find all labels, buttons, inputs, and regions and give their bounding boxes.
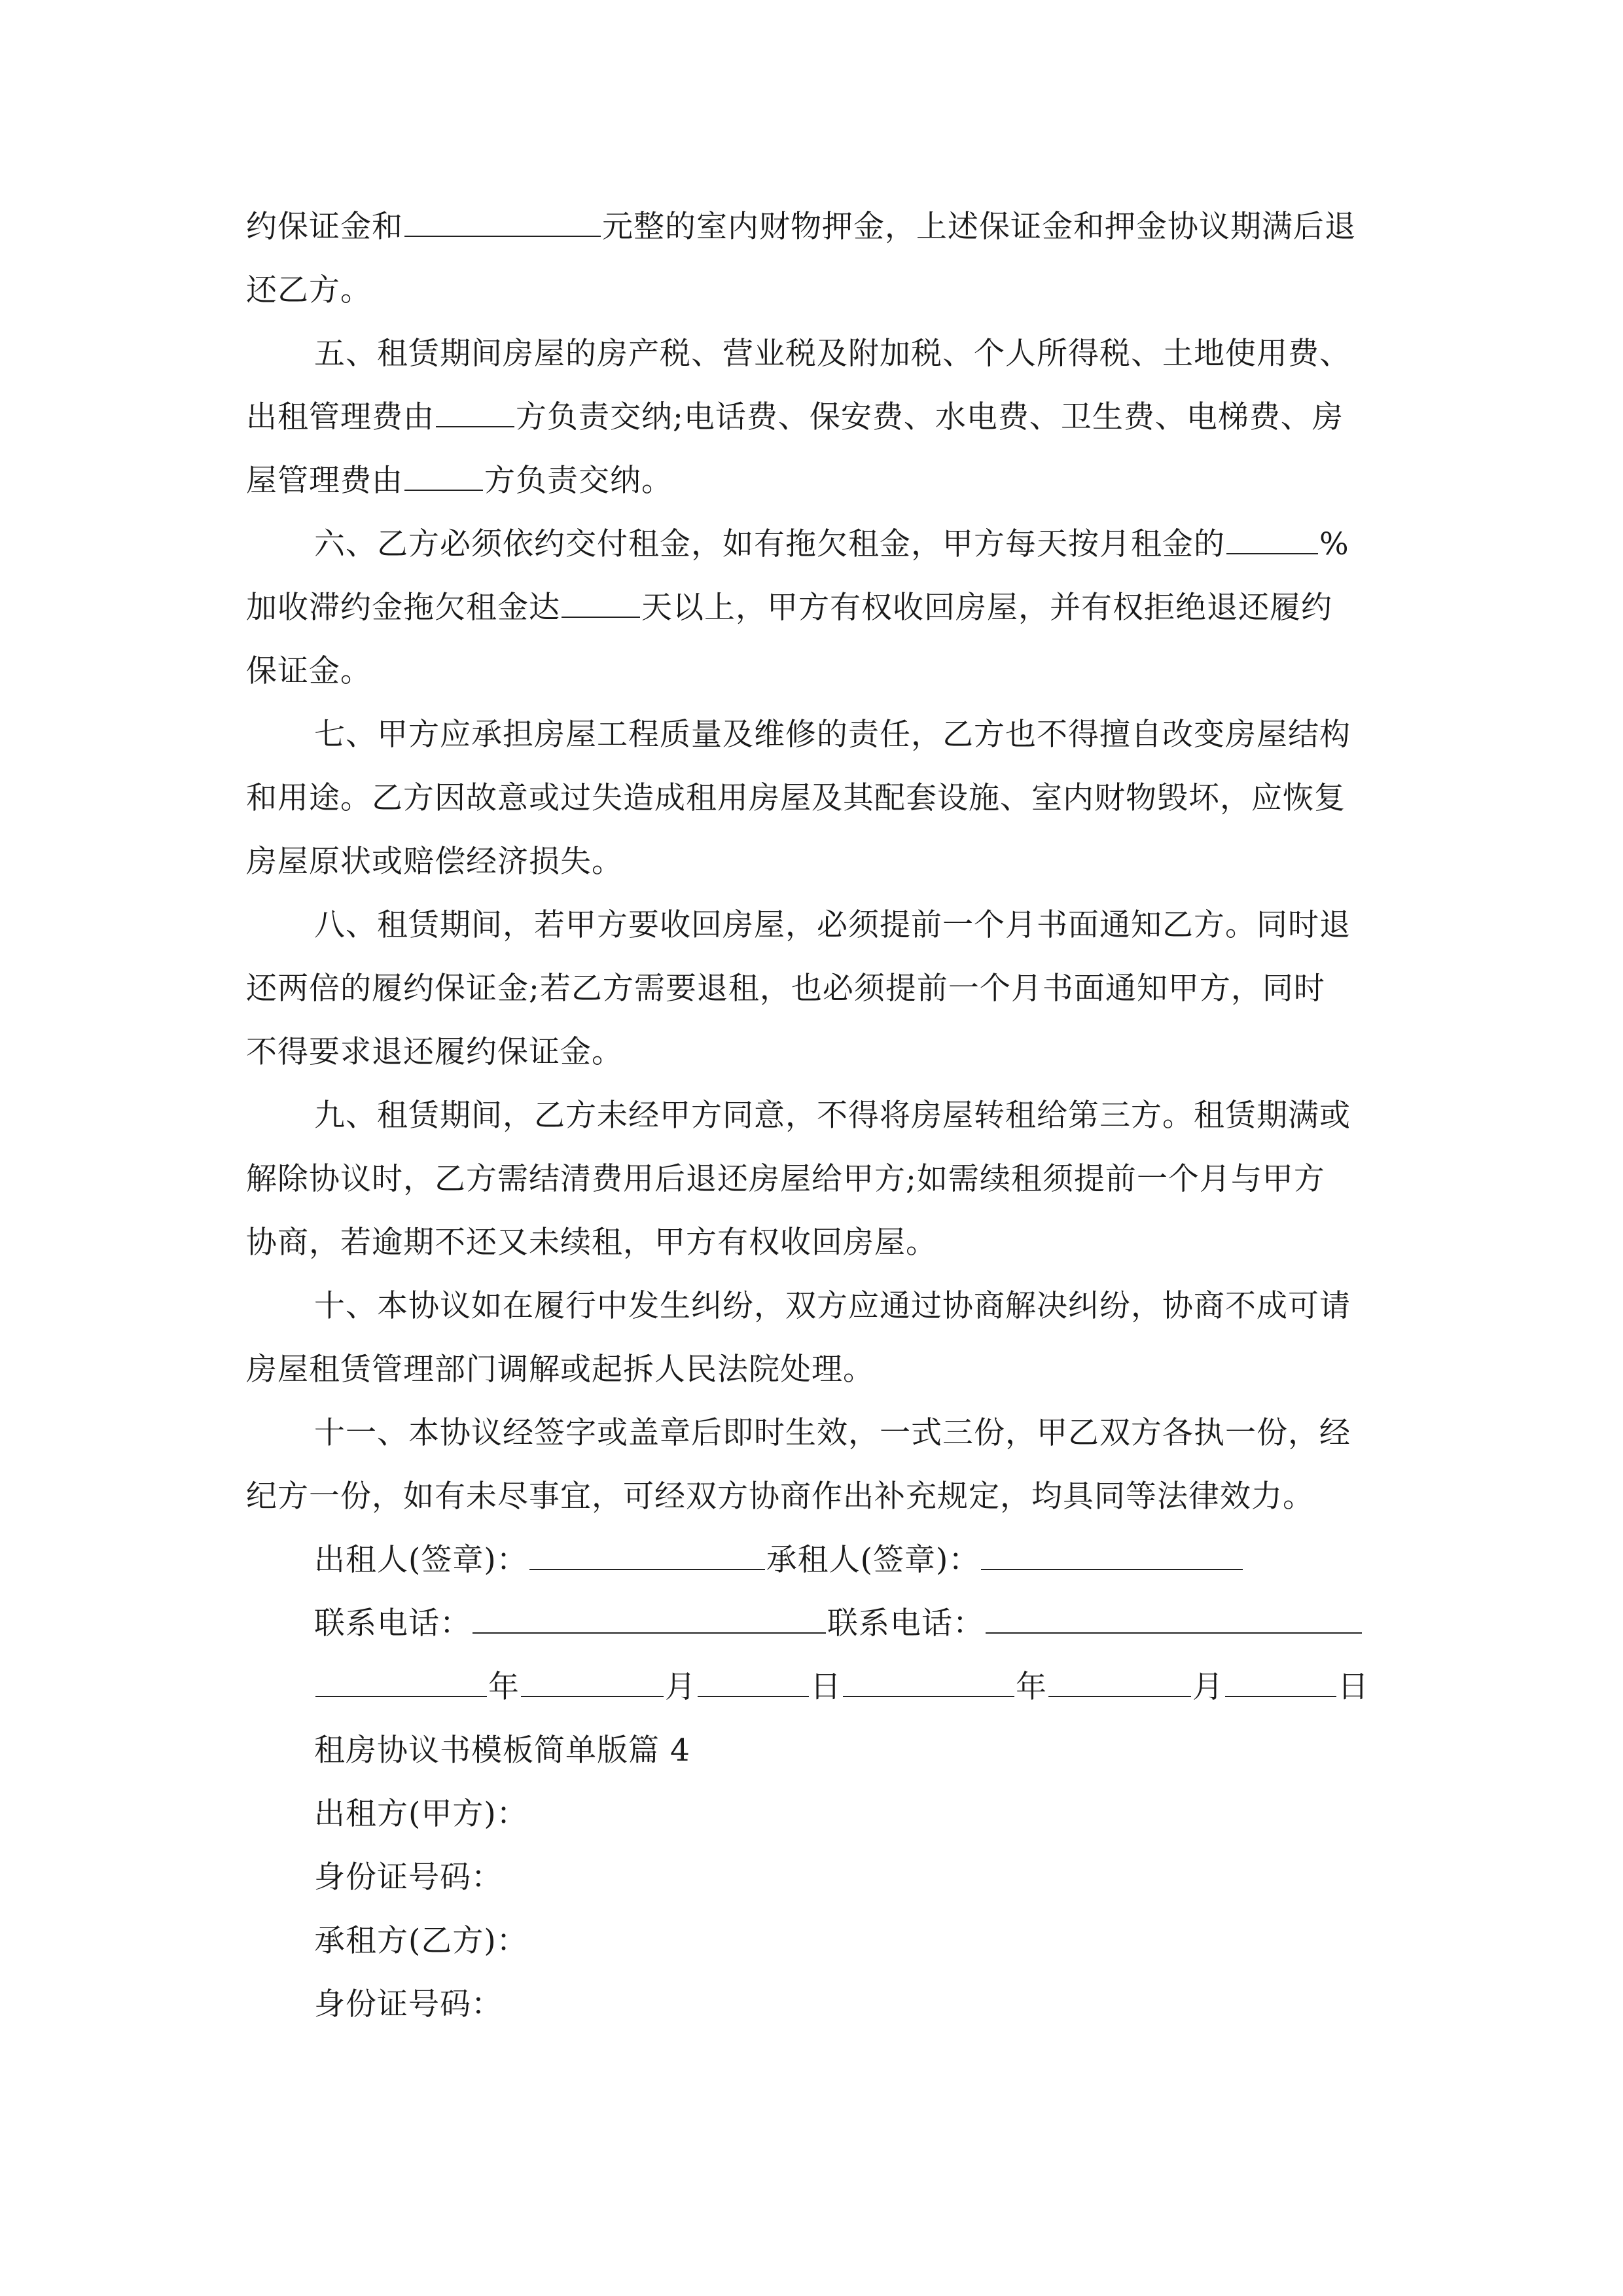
clause-9: [246, 1084, 1378, 1274]
month-blank[interactable]: [521, 1668, 664, 1697]
lessee-phone-label: 联系电话：: [827, 1605, 984, 1641]
lessor-signature-blank[interactable]: [529, 1541, 765, 1570]
lessor-phone-label: 联系电话：: [314, 1605, 471, 1641]
text-line: 还两倍的履约保证金;若乙方需要退租，也必须提前一个月书面通知甲方，同时: [246, 971, 1325, 1007]
lessee-signature-label: 承租人(签章)：: [766, 1542, 980, 1578]
clause-5: [246, 322, 1378, 512]
text-fragment: 方负责交纳;电话费、保安费、水电费、卫生费、电梯费、房: [516, 399, 1344, 435]
text-fragment: %: [1319, 526, 1349, 562]
text-fragment: 加收滞约金拖欠租金达: [246, 590, 560, 626]
lessee-id-label: 身份证号码：: [314, 1986, 503, 2022]
year-label: 年: [488, 1669, 520, 1705]
year-label: 年: [1016, 1669, 1047, 1705]
month-label: 月: [1192, 1669, 1224, 1705]
signature-block: [246, 1528, 1378, 1719]
lessee-phone-blank[interactable]: [986, 1605, 1362, 1634]
clause-6: [246, 512, 1378, 703]
text-line: 八、租赁期间，若甲方要收回房屋，必须提前一个月书面通知乙方。同时退: [314, 907, 1351, 943]
text-line: 房屋原状或赔偿经济损失。: [246, 844, 623, 880]
text-fragment: 约保证金和: [246, 209, 403, 245]
fill-in-blank[interactable]: [404, 208, 601, 237]
fill-in-blank[interactable]: [404, 462, 483, 491]
text-line: 纪方一份，如有未尽事宜，可经双方协商作出补充规定，均具同等法律效力。: [246, 1479, 1314, 1515]
day-label: 日: [810, 1669, 842, 1705]
text-fragment: 天以上，甲方有权收回房屋，并有权拒绝退还履约: [641, 590, 1332, 626]
section-heading: 租房协议书模板简单版篇 4: [314, 1732, 690, 1768]
phone-line: [246, 1592, 1378, 1655]
text-line: [246, 386, 1378, 449]
lessee-signature-blank[interactable]: [981, 1541, 1243, 1570]
document-body: [246, 195, 1378, 2036]
month-label: 月: [665, 1669, 696, 1705]
date-line: [246, 1655, 1378, 1719]
fill-in-blank[interactable]: [1226, 526, 1318, 554]
text-line: 还乙方。: [246, 272, 372, 308]
text-fragment: 六、乙方必须依约交付租金，如有拖欠租金，甲方每天按月租金的: [314, 526, 1225, 562]
text-line: 十一、本协议经签字或盖章后即时生效，一式三份，甲乙双方各执一份，经: [314, 1415, 1351, 1451]
text-line: [246, 576, 1378, 639]
text-line: 协商，若逾期不还又未续租，甲方有权收回房屋。: [246, 1225, 937, 1261]
text-fragment: 方负责交纳。: [484, 463, 673, 499]
year-blank[interactable]: [843, 1668, 1014, 1697]
day-blank[interactable]: [698, 1668, 809, 1697]
fill-in-blank[interactable]: [562, 589, 640, 618]
next-template-section: [246, 1719, 1378, 2036]
text-fragment: 元整的室内财物押金，上述保证金和押金协议期满后退: [602, 209, 1356, 245]
lessor-label: 出租方(甲方)：: [314, 1796, 528, 1832]
clause-8: [246, 893, 1378, 1084]
fill-in-blank[interactable]: [436, 399, 514, 427]
clause-10: [246, 1274, 1378, 1401]
month-blank[interactable]: [1048, 1668, 1191, 1697]
text-line: 房屋租赁管理部门调解或起拆人民法院处理。: [246, 1352, 874, 1388]
lessor-signature-label: 出租人(签章)：: [314, 1542, 528, 1578]
lessor-phone-blank[interactable]: [473, 1605, 826, 1634]
text-fragment: 屋管理费由: [246, 463, 403, 499]
signature-line: [246, 1528, 1378, 1592]
text-line: 和用途。乙方因故意或过失造成租用房屋及其配套设施、室内财物毁坏，应恢复: [246, 780, 1346, 816]
clause-4-tail: [246, 195, 1378, 322]
text-line: 保证金。: [246, 653, 372, 689]
day-label: 日: [1338, 1669, 1369, 1705]
text-line: 七、甲方应承担房屋工程质量及维修的责任，乙方也不得擅自改变房屋结构: [314, 717, 1351, 753]
text-line: 解除协议时，乙方需结清费用后退还房屋给甲方;如需续租须提前一个月与甲方: [246, 1161, 1325, 1197]
year-blank[interactable]: [315, 1668, 487, 1697]
lessor-id-label: 身份证号码：: [314, 1859, 503, 1895]
clause-11: [246, 1401, 1378, 1528]
text-line: [246, 195, 1378, 259]
text-line: 九、租赁期间，乙方未经甲方同意，不得将房屋转租给第三方。租赁期满或: [314, 1098, 1351, 1134]
text-line: [246, 449, 1378, 512]
text-line: 五、租赁期间房屋的房产税、营业税及附加税、个人所得税、土地使用费、: [314, 336, 1351, 372]
text-line: 不得要求退还履约保证金。: [246, 1034, 623, 1070]
text-fragment: 出租管理费由: [246, 399, 435, 435]
text-line: [246, 512, 1378, 576]
lessee-label: 承租方(乙方)：: [314, 1923, 528, 1959]
clause-7: [246, 703, 1378, 893]
text-line: 十、本协议如在履行中发生纠纷，双方应通过协商解决纠纷，协商不成可请: [314, 1288, 1351, 1324]
day-blank[interactable]: [1225, 1668, 1336, 1697]
